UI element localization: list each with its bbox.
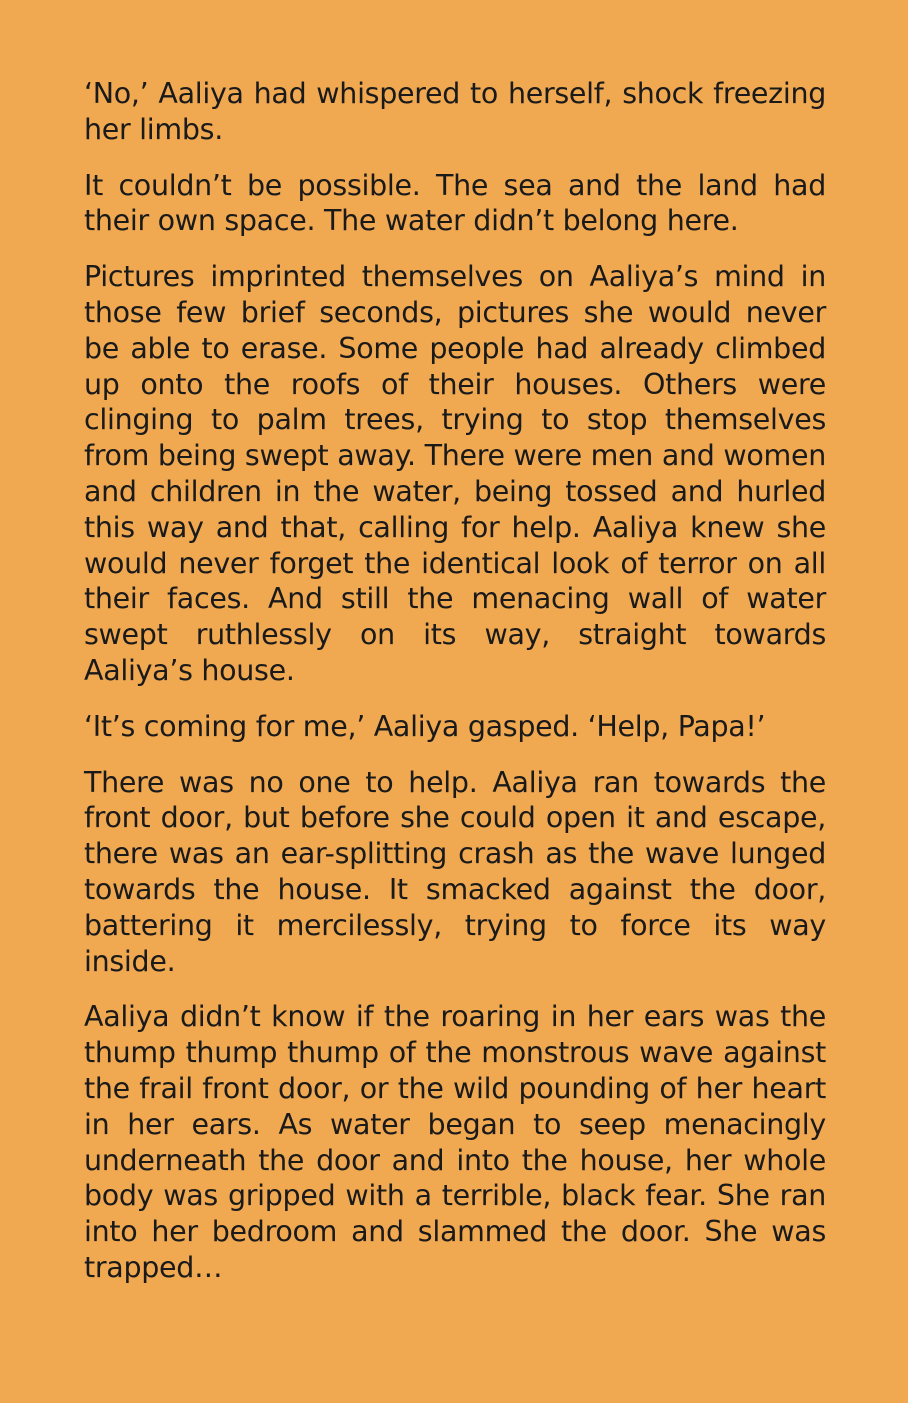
paragraph-4: ‘It’s coming for me,’ Aaliya gasped. ‘Help, Papa!’ xyxy=(84,709,766,743)
paragraph-1: ‘No,’ Aaliya had whispered to herself, shock freezing her limbs. xyxy=(84,77,826,146)
paragraph-2: It couldn’t be possible. The sea and the land had their own space. The water didn’t belong here. xyxy=(84,168,826,238)
story-page xyxy=(84,76,826,1306)
paragraph-5: There was no one to help. Aaliya ran towards the front door, but before she could open it and escape, there was an ear-splitting crash as the wave lunged towards the house. It smacked against the door, battering it mercilessly, trying to force its way inside. xyxy=(84,765,826,978)
paragraph-3: Pictures imprinted themselves on Aaliya’s mind in those few brief seconds, pictures she would never be able to erase. Some people had already climbed up onto the roofs of their houses. Others were clinging to palm trees, trying to stop themselves from being swept away. There were men and women and children in the water, being tossed and hurled this way and that, calling for help. Aaliya knew she would never forget the identical look of terror on all their faces. And still the menacing wall of water swept ruthlessly on its way, straight towards Aaliya’s house. xyxy=(84,260,826,687)
paragraph-6: Aaliya didn’t know if the roaring in her ears was the thump thump thump of the monstrous wave against the frail front door, or the wild pounding of her heart in her ears. As water began to seep menacingly underneath the door and into the house, her whole body was gripped with a terrible, black fear. She ran into her bedroom and slammed the door. She was trapped… xyxy=(84,1000,826,1284)
